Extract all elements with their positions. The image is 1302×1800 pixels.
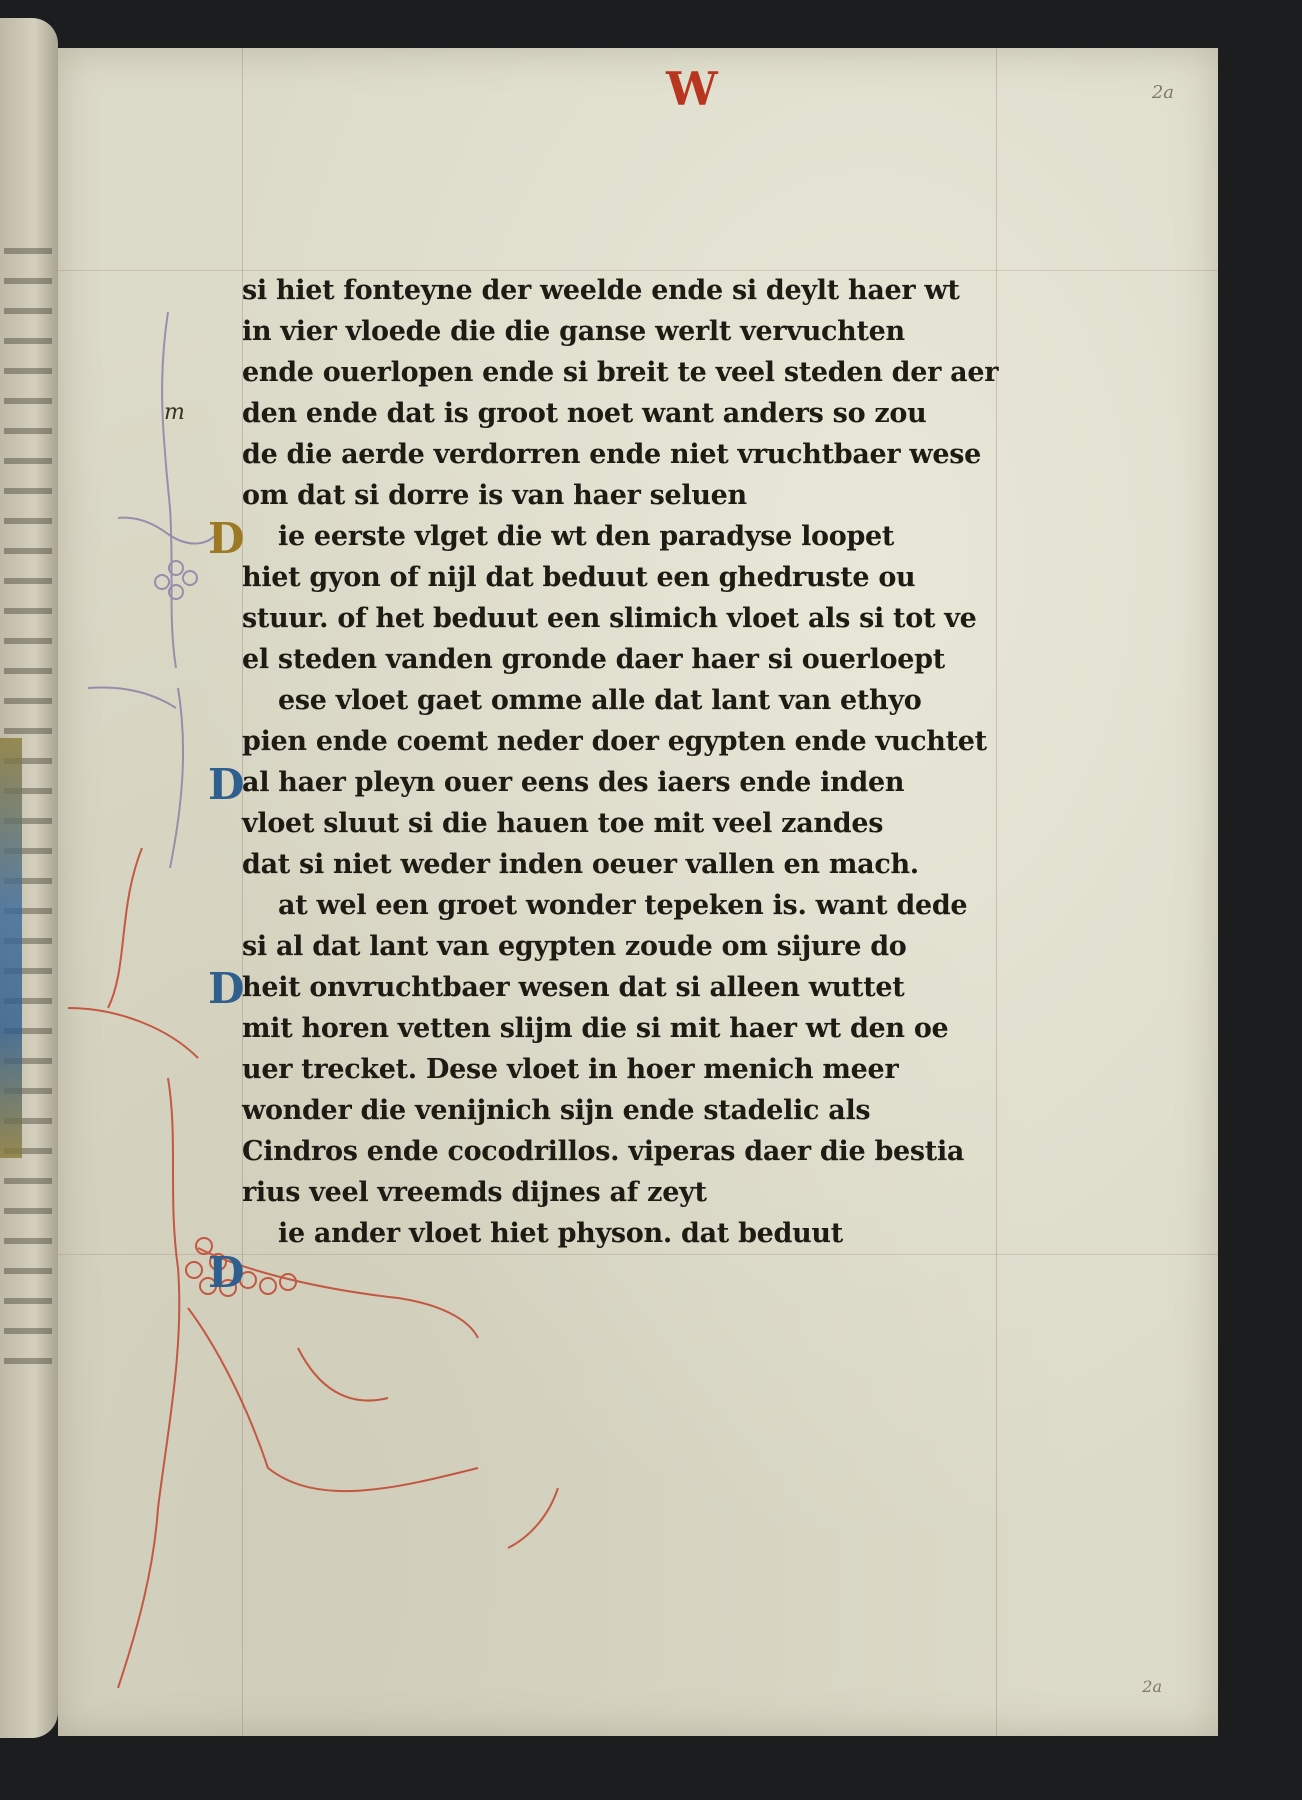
facing-page-edge xyxy=(0,18,58,1738)
text-line: dat si niet weder inden oeuer vallen en mach. xyxy=(242,849,919,880)
text-line: uer trecket. Dese vloet in hoer menich meer xyxy=(242,1054,899,1085)
text-line: ende ouerlopen ende si breit te veel steden der aer xyxy=(242,357,999,388)
folio-number: 2a xyxy=(1151,82,1174,103)
text-line: si hiet fonteyne der weelde ende si deylt haer wt xyxy=(242,275,960,306)
text-line: mit horen vetten slijm die si mit haer wt den oe xyxy=(242,1013,949,1044)
text-line: vloet sluut si die hauen toe mit veel zandes xyxy=(242,808,884,839)
text-line: in vier vloede die die ganse werlt vervuchten xyxy=(242,316,905,347)
text-line: ese vloet gaet omme alle dat lant van ethyo xyxy=(278,685,922,716)
text-line: ie eerste vlget die wt den paradyse loopet xyxy=(278,521,895,552)
text-line: si al dat lant van egypten zoude om sijure do xyxy=(242,931,907,962)
margin-note: m xyxy=(164,400,185,425)
text-line: wonder die venijnich sijn ende stadelic als xyxy=(242,1095,871,1126)
text-line: ie ander vloet hiet physon. dat beduut xyxy=(278,1218,843,1249)
initial-d-blue-3: D xyxy=(208,1248,245,1297)
initial-d-blue-2: D xyxy=(208,964,245,1013)
text-line: at wel een groet wonder tepeken is. want dede xyxy=(278,890,968,921)
text-line: heit onvruchtbaer wesen dat si alleen wuttet xyxy=(242,972,905,1003)
facing-page-miniature xyxy=(0,738,22,1158)
manuscript-folio xyxy=(58,48,1218,1736)
text-block xyxy=(242,270,1112,1254)
text-line: Cindros ende cocodrillos. viperas daer die bestia xyxy=(242,1136,965,1167)
running-head: W xyxy=(666,62,720,116)
text-line: den ende dat is groot noet want anders so zou xyxy=(242,398,927,429)
text-line: el steden vanden gronde daer haer si ouerloept xyxy=(242,644,945,675)
text-line: de die aerde verdorren ende niet vruchtbaer wese xyxy=(242,439,982,470)
text-line: stuur. of het beduut een slimich vloet als si tot ve xyxy=(242,603,977,634)
text-line: pien ende coemt neder doer egypten ende vuchtet xyxy=(242,726,987,757)
text-line: al haer pleyn ouer eens des iaers ende inden xyxy=(242,767,905,798)
initial-d-blue: D xyxy=(208,760,245,809)
text-line: om dat si dorre is van haer seluen xyxy=(242,480,747,511)
folio-number-bottom: 2a xyxy=(1142,1677,1162,1696)
text-line: rius veel vreemds dijnes af zeyt xyxy=(242,1177,707,1208)
text-line: hiet gyon of nijl dat beduut een ghedruste ou xyxy=(242,562,916,593)
initial-d-gold: D xyxy=(208,514,245,563)
